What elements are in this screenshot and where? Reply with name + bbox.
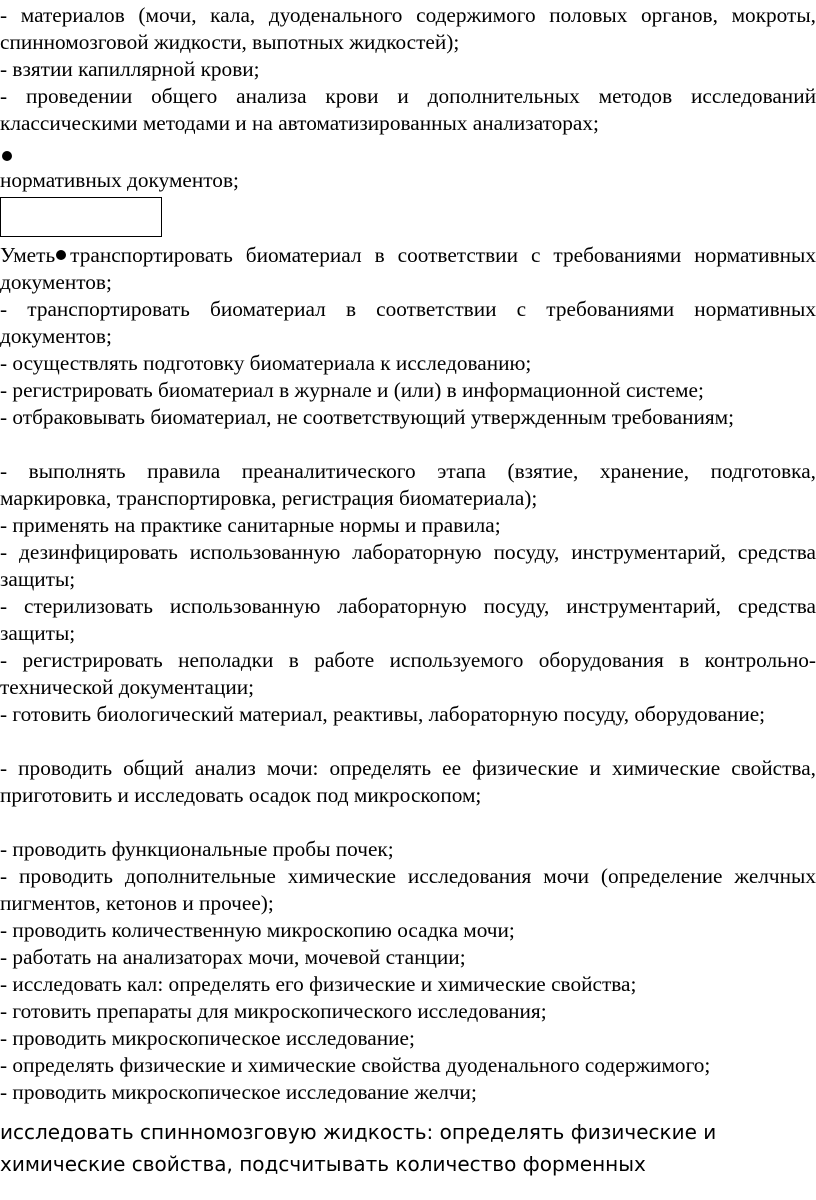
list-item: - готовить препараты для микроскопического исследования;	[0, 999, 547, 1023]
empty-field-box	[0, 197, 162, 237]
normative-line: нормативных документов;	[0, 168, 239, 192]
umet-first-line	[0, 242, 816, 296]
list-item: - транспортировать биоматериал в соответствии с требованиями нормативных документов;	[0, 297, 816, 348]
bullet-dot-icon	[2, 151, 12, 161]
list-item: - отбраковывать биоматериал, не соответствующий утвержденным требованиям;	[0, 405, 735, 429]
list-item: - проводить микроскопическое исследование желчи;	[0, 1080, 477, 1104]
list-item: - определять физические и химические свойства дуоденального содержимого;	[0, 1053, 711, 1077]
list-item: - дезинфицировать использованную лабораторную посуду, инструментарий, средства защиты;	[0, 540, 816, 591]
tail-line-2: химические свойства, подсчитывать количество форменных	[0, 1152, 646, 1176]
list-item: - проводить количественную микроскопию осадка мочи;	[0, 918, 515, 942]
umet-first-item: транспортировать биоматериал в соответствии с требованиями нормативных документов;	[0, 243, 816, 294]
capillary-line: - взятии капиллярной крови;	[0, 57, 260, 81]
tail-line-1: исследовать спинномозговую жидкость: определять физические и	[0, 1120, 717, 1144]
list-item: - регистрировать неполадки в работе используемого оборудования в контрольно-технической документации;	[0, 648, 816, 699]
list-item: - стерилизовать использованную лабораторную посуду, инструментарий, средства защиты;	[0, 594, 816, 645]
list-item: - проводить общий анализ мочи: определять ее физические и химические свойства, приготовить и исследовать осадок под микроскопом;	[0, 756, 816, 807]
list-item: - осуществлять подготовку биоматериала к исследованию;	[0, 351, 532, 375]
materials-line: - материалов (мочи, кала, дуоденального содержимого половых органов, мокроты, спинномозговой жидкости, выпотных жидкостей);	[0, 3, 816, 54]
list-item: - работать на анализаторах мочи, мочевой станции;	[0, 945, 466, 969]
list-item: - регистрировать биоматериал в журнале и (или) в информационной системе;	[0, 378, 704, 402]
blood-analysis-line: - проведении общего анализа крови и дополнительных методов исследований классическими методами и на автоматизированных анализаторах;	[0, 84, 816, 135]
list-item: - выполнять правила преаналитического этапа (взятие, хранение, подготовка, маркировка, транспортировка, регистрация биоматериала);	[0, 459, 816, 510]
list-item: - применять на практике санитарные нормы и правила;	[0, 513, 501, 537]
list-item: - проводить функциональные пробы почек;	[0, 837, 394, 861]
list-item: - готовить биологический материал, реактивы, лабораторную посуду, оборудование;	[0, 702, 766, 726]
umet-label: Уметь	[0, 243, 56, 267]
list-item: - исследовать кал: определять его физические и химические свойства;	[0, 972, 637, 996]
bullet-dot-icon	[56, 250, 66, 260]
list-item: - проводить дополнительные химические исследования мочи (определение желчных пигментов, кетонов и прочее);	[0, 864, 816, 915]
list-item: - проводить микроскопическое исследование;	[0, 1026, 415, 1050]
